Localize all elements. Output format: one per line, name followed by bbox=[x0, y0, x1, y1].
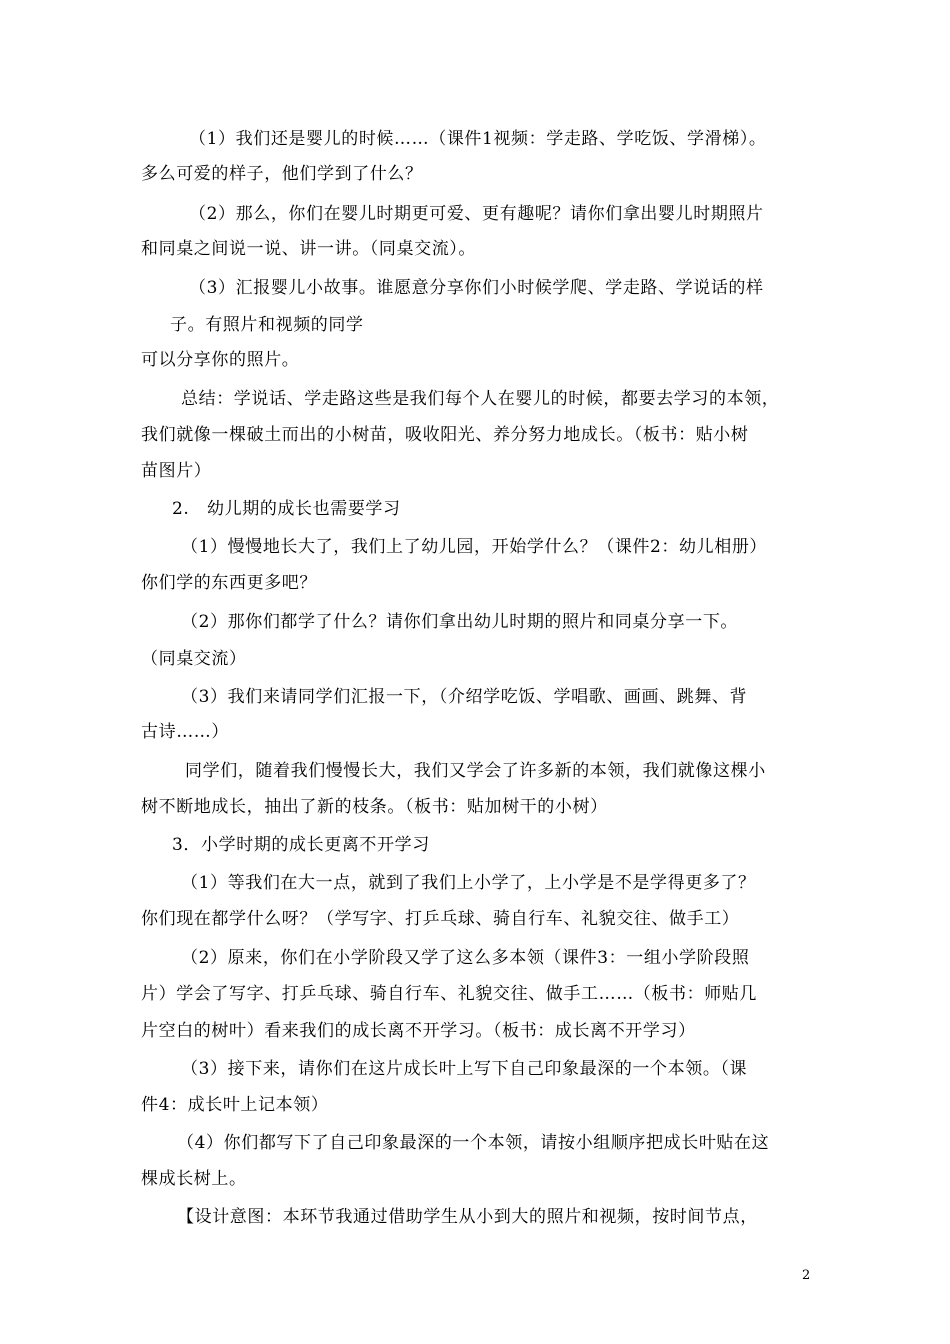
text-line: （1）等我们在大一点，就到了我们上小学了，上小学是不是学得更多了？ bbox=[181, 873, 756, 893]
text-line: 苗图片） bbox=[141, 461, 212, 481]
text-line: 子。有照片和视频的同学 bbox=[170, 315, 364, 335]
section-heading: 2. 幼儿期的成长也需要学习 bbox=[172, 499, 401, 519]
section-heading: 3．小学时期的成长更离不开学习 bbox=[172, 835, 430, 855]
text-line: （2）那么，你们在婴儿时期更可爱、更有趣呢？请你们拿出婴儿时期照片 bbox=[189, 204, 764, 224]
text-line: （3）我们来请同学们汇报一下，（介绍学吃饭、学唱歌、画画、跳舞、背 bbox=[181, 687, 748, 707]
text-line: 可以分享你的照片。 bbox=[141, 350, 300, 370]
text-line: 你们学的东西更多吧？ bbox=[141, 573, 317, 593]
text-line: （1）我们还是婴儿的时候……（课件1视频：学走路、学吃饭、学滑梯）。 bbox=[189, 129, 767, 149]
text-line: 棵成长树上。 bbox=[141, 1169, 247, 1189]
text-line: 片）学会了写字、打乒乓球、骑自行车、礼貌交往、做手工……（板书：师贴几 bbox=[141, 984, 757, 1004]
text-line: 总结：学说话、学走路这些是我们每个人在婴儿的时候，都要去学习的本领， bbox=[181, 389, 780, 409]
text-line: 树不断地成长，抽出了新的枝条。（板书：贴加树干的小树） bbox=[141, 797, 608, 817]
text-line: 【设计意图：本环节我通过借助学生从小到大的照片和视频，按时间节点， bbox=[177, 1207, 758, 1227]
text-line: （4）你们都写下了自己印象最深的一个本领，请按小组顺序把成长叶贴在这 bbox=[177, 1133, 770, 1153]
page-number: 2 bbox=[802, 1268, 811, 1283]
text-line: 片空白的树叶）看来我们的成长离不开学习。（板书：成长离不开学习） bbox=[141, 1021, 696, 1041]
text-line: 古诗……） bbox=[141, 722, 229, 742]
text-line: 和同桌之间说一说、讲一讲。（同桌交流）。 bbox=[141, 239, 476, 259]
text-line: （3）汇报婴儿小故事。谁愿意分享你们小时候学爬、学走路、学说话的样 bbox=[189, 278, 764, 298]
text-line: （同桌交流） bbox=[141, 649, 247, 669]
text-line: 我们就像一棵破土而出的小树苗，吸收阳光、养分努力地成长。（板书：贴小树 bbox=[141, 425, 749, 445]
text-line: 同学们，随着我们慢慢长大，我们又学会了许多新的本领，我们就像这棵小 bbox=[185, 761, 766, 781]
text-line: （3）接下来，请你们在这片成长叶上写下自己印象最深的一个本领。（课 bbox=[181, 1059, 748, 1079]
text-line: （2）那你们都学了什么？请你们拿出幼儿时期的照片和同桌分享一下。 bbox=[181, 612, 739, 632]
text-line: （2）原来，你们在小学阶段又学了这么多本领（课件3：一组小学阶段照 bbox=[181, 948, 750, 968]
text-line: 件4：成长叶上记本领） bbox=[141, 1095, 329, 1115]
text-line: 你们现在都学什么呀？（学写字、打乒乓球、骑自行车、礼貌交往、做手工） bbox=[141, 909, 740, 929]
text-line: （1）慢慢地长大了，我们上了幼儿园，开始学什么？（课件2：幼儿相册） bbox=[181, 537, 768, 557]
text-line: 多么可爱的样子，他们学到了什么？ bbox=[141, 164, 423, 184]
